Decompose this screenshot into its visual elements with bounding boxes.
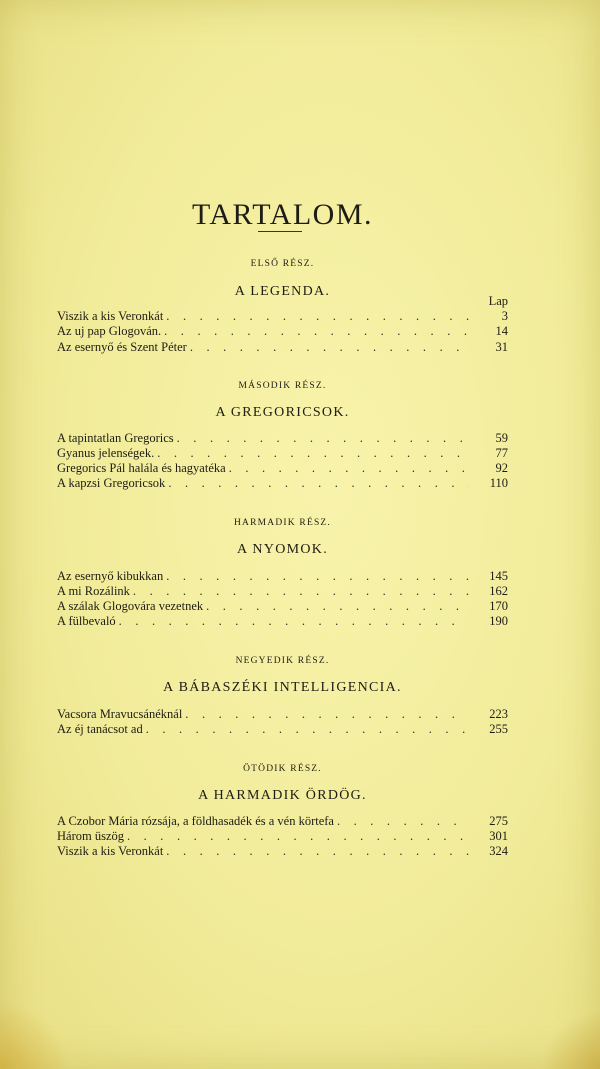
toc-entry xyxy=(57,446,508,461)
entry-title: A mi Rozálink xyxy=(57,584,130,598)
entry-title: Az éj tanácsot ad xyxy=(57,722,143,736)
entry-title: Három üszög xyxy=(57,829,124,843)
leader-dots xyxy=(190,340,469,355)
entry-title: A szálak Glogovára vezetnek xyxy=(57,599,204,613)
toc-entry xyxy=(57,324,508,339)
paper-stain xyxy=(540,1010,600,1069)
toc-entry xyxy=(57,461,508,476)
toc-entry xyxy=(57,599,508,614)
leader-dots xyxy=(166,844,469,859)
entry-title: Gregorics Pál halála és hagyatéka xyxy=(57,461,226,475)
leader-dots xyxy=(166,309,469,324)
entry-page: 77 xyxy=(495,446,508,460)
entry-title: A fülbevaló xyxy=(57,614,116,628)
entry-title: Gyanus jelenségek. xyxy=(57,446,155,460)
entry-page: 162 xyxy=(489,584,508,598)
entry-page: 92 xyxy=(495,461,508,475)
leader-dots xyxy=(229,461,469,476)
entry-page: 324 xyxy=(489,844,508,858)
leader-dots xyxy=(146,722,469,737)
toc-entry xyxy=(57,814,508,829)
entry-page: 255 xyxy=(489,722,508,736)
entry-page: 14 xyxy=(495,324,508,338)
toc-entry xyxy=(57,569,508,584)
entry-page: 170 xyxy=(489,599,508,613)
toc-entry xyxy=(57,584,508,599)
entry-title: A Czobor Mária rózsája, a földhasadék és a vén körtefa xyxy=(57,814,334,828)
part-title: A LEGENDA. xyxy=(234,284,331,299)
toc-entry xyxy=(57,844,508,859)
part-title: A HARMADIK ÖRDÖG. xyxy=(198,788,367,803)
part-label: NEGYEDIK RÉSZ. xyxy=(235,656,330,666)
page-column-header: Lap xyxy=(488,294,508,308)
leader-dots xyxy=(157,446,469,461)
paper-stain xyxy=(0,1000,70,1069)
toc-entry xyxy=(57,829,508,844)
leader-dots xyxy=(119,614,469,629)
entry-page: 145 xyxy=(489,569,508,583)
entry-page: 301 xyxy=(489,829,508,843)
part-label: ELSŐ RÉSZ. xyxy=(250,259,315,269)
entry-title: Viszik a kis Veronkát xyxy=(57,309,164,323)
leader-dots xyxy=(168,476,469,491)
title-divider xyxy=(258,231,302,232)
part-title: A NYOMOK. xyxy=(236,542,329,557)
leader-dots xyxy=(133,584,469,599)
entry-page: 190 xyxy=(489,614,508,628)
toc-entry xyxy=(57,340,508,355)
toc-entry xyxy=(57,707,508,722)
entry-title: Vacsora Mravucsánéknál xyxy=(57,707,183,721)
toc-entry xyxy=(57,476,508,491)
entry-page: 110 xyxy=(489,476,508,490)
toc-entry xyxy=(57,309,508,324)
entry-page: 31 xyxy=(495,340,508,354)
leader-dots xyxy=(166,569,469,584)
leader-dots xyxy=(206,599,469,614)
entry-page: 59 xyxy=(495,431,508,445)
leader-dots xyxy=(127,829,469,844)
entry-title: Viszik a kis Veronkát xyxy=(57,844,164,858)
entry-title: A kapzsi Gregoricsok xyxy=(57,476,166,490)
page-title: TARTALOM. xyxy=(191,198,374,232)
entry-page: 223 xyxy=(489,707,508,721)
entry-title: Az esernyő kibukkan xyxy=(57,569,164,583)
part-label: ÖTÖDIK RÉSZ. xyxy=(243,764,322,774)
part-title: A BÁBASZÉKI INTELLIGENCIA. xyxy=(163,680,402,695)
entry-title: Az esernyő és Szent Péter xyxy=(57,340,187,354)
part-label: HARMADIK RÉSZ. xyxy=(233,518,332,528)
toc-entry xyxy=(57,722,508,737)
entry-title: A tapintatlan Gregorics xyxy=(57,431,174,445)
toc-entry xyxy=(57,431,508,446)
leader-dots xyxy=(185,707,469,722)
leader-dots xyxy=(337,814,469,829)
toc-entry xyxy=(57,614,508,629)
leader-dots xyxy=(177,431,469,446)
entry-title: Az uj pap Glogován. xyxy=(57,324,162,338)
part-label: MÁSODIK RÉSZ. xyxy=(238,381,327,391)
leader-dots xyxy=(164,324,469,339)
entry-page: 3 xyxy=(501,309,508,323)
part-title: A GREGORICSOK. xyxy=(215,405,350,420)
entry-page: 275 xyxy=(489,814,508,828)
